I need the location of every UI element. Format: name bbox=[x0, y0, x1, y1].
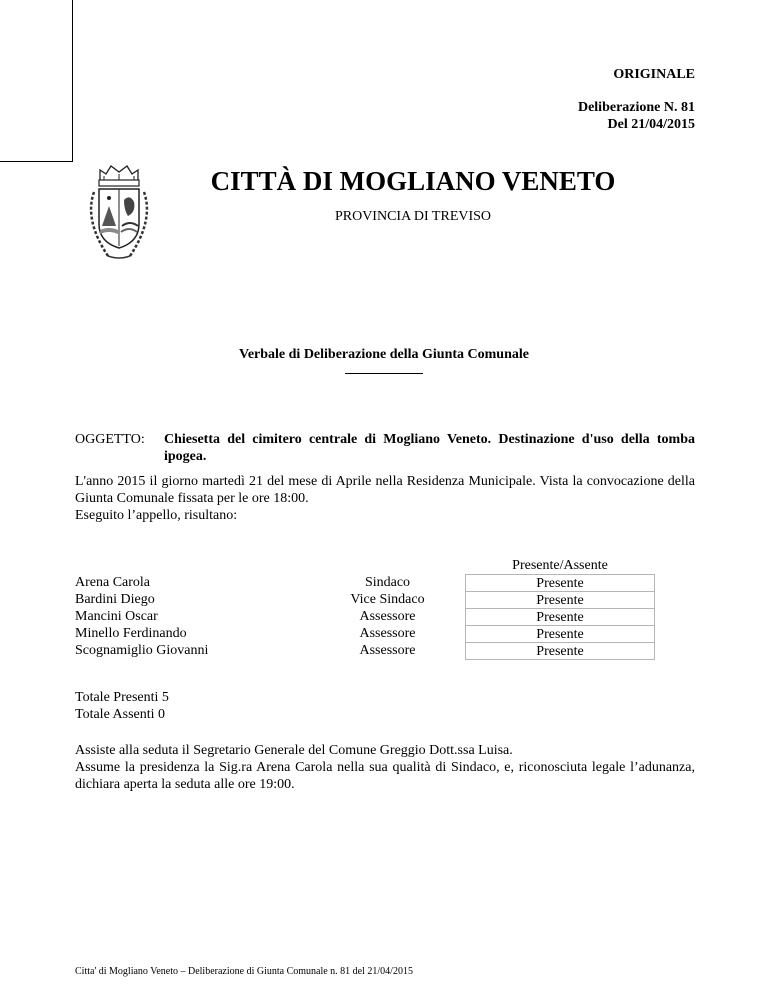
member-name: Scognamiglio Giovanni bbox=[75, 643, 209, 658]
member-role: Assessore bbox=[359, 626, 416, 641]
roll-call-line: Eseguito l’appello, risultano: bbox=[75, 508, 238, 523]
table-row bbox=[466, 575, 655, 592]
member-role: Vice Sindaco bbox=[350, 592, 425, 607]
attendance-status: Presente bbox=[466, 609, 655, 626]
status-label: ORIGINALE bbox=[613, 67, 695, 82]
member-roles bbox=[320, 574, 455, 659]
table-row bbox=[466, 643, 655, 660]
intro-paragraph bbox=[75, 473, 695, 524]
total-absent: Totale Assenti 0 bbox=[75, 707, 166, 722]
deliberation-number: Deliberazione N. 81 bbox=[577, 100, 695, 115]
city-title: CITTÀ DI MOGLIANO VENETO bbox=[210, 166, 616, 196]
document-type: Verbale di Deliberazione della Giunta Comunale bbox=[239, 347, 529, 362]
attendance-status: Presente bbox=[466, 643, 655, 660]
member-name: Bardini Diego bbox=[75, 592, 155, 607]
table-row bbox=[466, 626, 655, 643]
corner-mark-vertical bbox=[72, 0, 73, 162]
attendance-status: Presente bbox=[466, 626, 655, 643]
presidency-line: Assume la presidenza la Sig.ra Arena Carola nella sua qualità di Sindaco, e, riconosciuta legale l’adunanza, dichiara aperta la seduta alle ore 19:00. bbox=[75, 760, 695, 792]
subject-text: Chiesetta del cimitero centrale di Mogliano Veneto. Destinazione d'uso della tomba ipogea. bbox=[164, 432, 695, 464]
corner-mark-horizontal bbox=[0, 161, 73, 162]
member-names bbox=[75, 574, 208, 659]
page-footer: Citta' di Mogliano Veneto – Deliberazione di Giunta Comunale n. 81 del 21/04/2015 bbox=[75, 966, 413, 977]
attendance-status: Presente bbox=[466, 592, 655, 609]
member-role: Assessore bbox=[359, 643, 416, 658]
table-row bbox=[466, 609, 655, 626]
subject-block bbox=[75, 431, 695, 465]
province-label: PROVINCIA DI TREVISO bbox=[334, 209, 492, 224]
title-underline bbox=[345, 373, 423, 374]
subject-label: OGGETTO: bbox=[75, 432, 145, 447]
total-present: Totale Presenti 5 bbox=[75, 690, 169, 705]
table-row bbox=[466, 592, 655, 609]
closing-paragraph bbox=[75, 742, 695, 793]
member-role: Assessore bbox=[359, 609, 416, 624]
intro-line: L'anno 2015 il giorno martedì 21 del mese di Aprile nella Residenza Municipale. Vista la convocazione della Giunta Comunale fissata per le ore 18:00. bbox=[75, 474, 695, 506]
attendance-totals bbox=[75, 689, 169, 723]
deliberation-date: Del 21/04/2015 bbox=[607, 117, 695, 132]
attendance-header: Presente/Assente bbox=[512, 558, 608, 573]
member-name: Mancini Oscar bbox=[75, 609, 158, 624]
secretary-line: Assiste alla seduta il Segretario Generale del Comune Greggio Dott.ssa Luisa. bbox=[75, 743, 513, 758]
document-header-info bbox=[578, 66, 695, 133]
member-name: Arena Carola bbox=[75, 575, 151, 590]
member-role: Sindaco bbox=[364, 575, 411, 590]
attendance-table bbox=[465, 574, 655, 660]
attendance-status: Presente bbox=[466, 575, 655, 592]
member-name: Minello Ferdinando bbox=[75, 626, 187, 641]
